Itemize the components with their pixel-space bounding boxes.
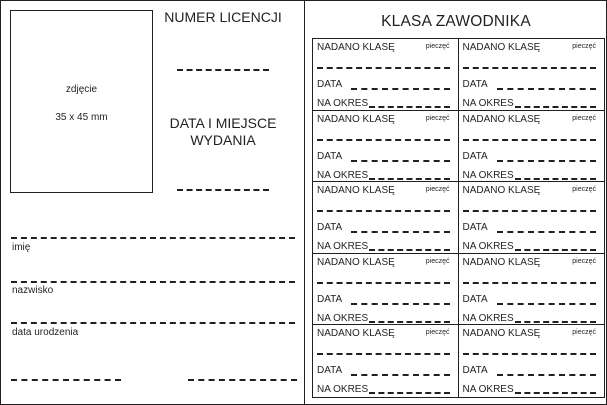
- stamp-label: pieczęć: [425, 329, 450, 337]
- birth-date-line[interactable]: [11, 322, 295, 324]
- signature-line-left[interactable]: [11, 379, 121, 381]
- period-line[interactable]: [515, 321, 597, 323]
- photo-size: 35 x 45 mm: [55, 112, 108, 123]
- class-granted-line[interactable]: [463, 282, 597, 284]
- date-line[interactable]: [351, 160, 450, 162]
- class-granted-line[interactable]: [317, 67, 450, 69]
- period-line[interactable]: [369, 178, 450, 180]
- period-line[interactable]: [515, 178, 597, 180]
- first-name-label: imię: [12, 242, 31, 253]
- date-label: DATA: [462, 222, 488, 234]
- stamp-label: pieczęć: [425, 114, 450, 122]
- class-grid: [312, 38, 605, 398]
- class-entry: [459, 325, 605, 397]
- class-entry: [313, 325, 459, 397]
- class-granted-label: NADANO KLASĘ: [462, 113, 541, 125]
- class-granted-line[interactable]: [317, 139, 450, 141]
- period-line[interactable]: [369, 249, 450, 251]
- period-label: NA OKRES: [317, 169, 369, 181]
- stamp-label: pieczęć: [572, 329, 596, 337]
- class-granted-line[interactable]: [317, 353, 450, 355]
- class-granted-label: NADANO KLASĘ: [462, 256, 541, 268]
- period-line[interactable]: [515, 249, 597, 251]
- period-label: NA OKRES: [317, 98, 369, 109]
- date-line[interactable]: [497, 231, 597, 233]
- photo-label: zdjęcie: [65, 84, 98, 95]
- date-label: DATA: [317, 365, 343, 377]
- last-name-label: nazwisko: [12, 285, 54, 296]
- period-line[interactable]: [515, 392, 597, 394]
- period-label: NA OKRES: [462, 98, 514, 109]
- last-name-line[interactable]: [11, 281, 295, 283]
- class-granted-label: NADANO KLASĘ: [317, 328, 395, 340]
- class-entry: [313, 39, 459, 111]
- class-granted-line[interactable]: [317, 210, 450, 212]
- period-label: NA OKRES: [462, 169, 514, 181]
- class-granted-label: NADANO KLASĘ: [317, 42, 395, 53]
- period-label: NA OKRES: [462, 312, 514, 324]
- issue-date-place-label: DATA I MIEJSCE WYDANIA: [169, 115, 277, 148]
- period-line[interactable]: [369, 321, 450, 323]
- panel-divider: [304, 1, 305, 404]
- class-granted-label: NADANO KLASĘ: [317, 113, 395, 125]
- date-line[interactable]: [497, 374, 597, 376]
- class-granted-line[interactable]: [463, 139, 597, 141]
- date-line[interactable]: [351, 88, 450, 90]
- class-granted-line[interactable]: [463, 353, 597, 355]
- class-entry: [459, 254, 605, 326]
- date-label: DATA: [317, 222, 343, 234]
- date-label: DATA: [462, 365, 488, 377]
- period-label: NA OKRES: [317, 241, 369, 253]
- date-line[interactable]: [351, 303, 450, 305]
- date-label: DATA: [317, 79, 343, 90]
- birth-date-label: data urodzenia: [12, 327, 79, 338]
- date-line[interactable]: [351, 231, 450, 233]
- class-entry: [313, 182, 459, 254]
- class-granted-label: NADANO KLASĘ: [462, 328, 541, 340]
- period-line[interactable]: [369, 106, 450, 108]
- stamp-label: pieczęć: [425, 186, 450, 194]
- class-granted-line[interactable]: [463, 67, 597, 69]
- class-granted-label: NADANO KLASĘ: [462, 42, 541, 53]
- period-label: NA OKRES: [462, 241, 514, 253]
- date-line[interactable]: [351, 374, 450, 376]
- stamp-label: pieczęć: [425, 43, 450, 50]
- date-label: DATA: [462, 150, 488, 162]
- stamp-label: pieczęć: [572, 114, 596, 122]
- period-label: NA OKRES: [317, 384, 369, 396]
- class-granted-label: NADANO KLASĘ: [462, 185, 541, 197]
- class-entry: [459, 39, 605, 111]
- license-number-label: NUMER LICENCJI: [164, 9, 282, 25]
- signature-line-right[interactable]: [188, 379, 297, 381]
- date-line[interactable]: [497, 160, 597, 162]
- stamp-label: pieczęć: [572, 43, 596, 50]
- period-line[interactable]: [515, 106, 597, 108]
- class-granted-label: NADANO KLASĘ: [317, 256, 395, 268]
- period-label: NA OKRES: [317, 312, 369, 324]
- period-label: NA OKRES: [462, 384, 514, 396]
- class-entry: [459, 182, 605, 254]
- photo-placeholder: [10, 10, 153, 193]
- date-line[interactable]: [497, 303, 597, 305]
- issue-date-place-line[interactable]: [177, 189, 269, 191]
- date-line[interactable]: [497, 88, 597, 90]
- class-entry: [313, 111, 459, 183]
- date-label: DATA: [462, 79, 488, 90]
- class-entry: [459, 111, 605, 183]
- date-label: DATA: [317, 293, 343, 305]
- date-label: DATA: [317, 150, 343, 162]
- date-label: DATA: [462, 293, 488, 305]
- class-granted-line[interactable]: [463, 210, 597, 212]
- stamp-label: pieczęć: [572, 186, 596, 194]
- first-name-line[interactable]: [11, 237, 295, 239]
- license-number-line[interactable]: [177, 69, 269, 71]
- period-line[interactable]: [369, 392, 450, 394]
- class-granted-label: NADANO KLASĘ: [317, 185, 395, 197]
- stamp-label: pieczęć: [572, 257, 596, 265]
- player-class-title: KLASA ZAWODNIKA: [381, 13, 531, 30]
- class-granted-line[interactable]: [317, 282, 450, 284]
- class-entry: [313, 254, 459, 326]
- stamp-label: pieczęć: [425, 257, 450, 265]
